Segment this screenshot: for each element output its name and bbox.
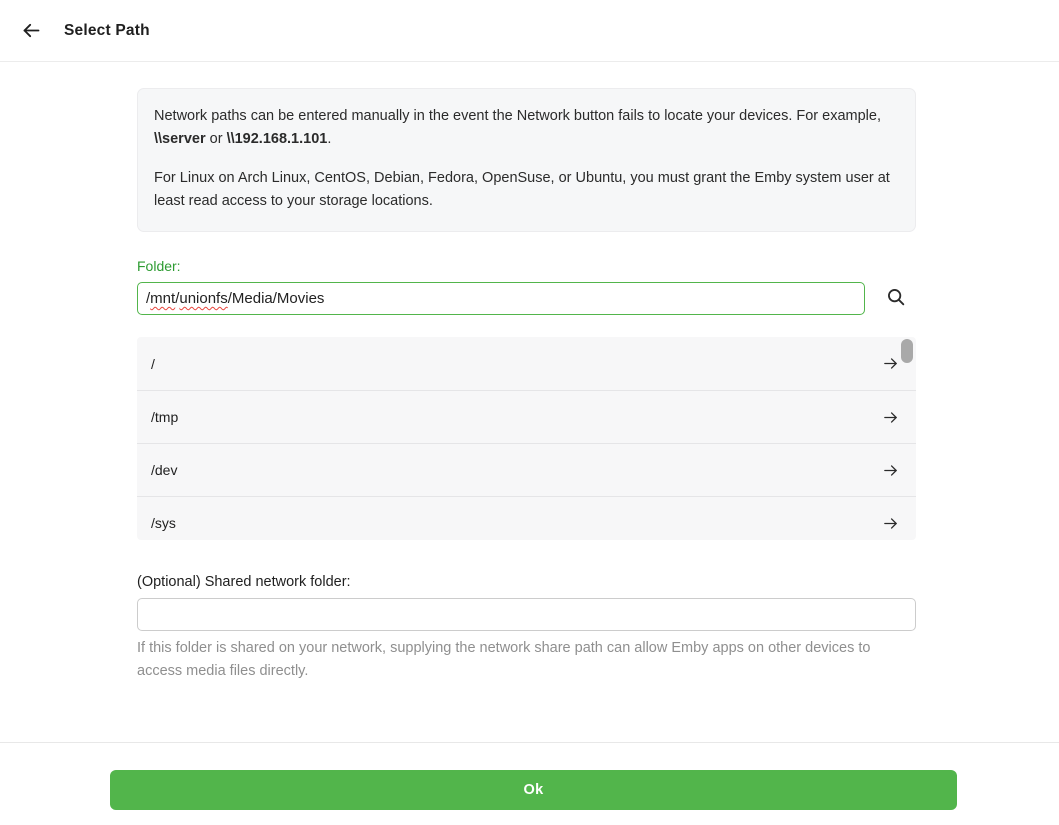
folder-label: Folder: bbox=[137, 258, 181, 274]
search-network-button[interactable] bbox=[880, 283, 912, 315]
shared-network-folder-label: (Optional) Shared network folder: bbox=[137, 574, 351, 590]
page-title: Select Path bbox=[64, 21, 150, 39]
path-label: /sys bbox=[151, 515, 176, 531]
shared-network-folder-help: If this folder is shared on your network, supplying the network share path can allow Emby apps on other devices to access media files directly. bbox=[137, 640, 871, 679]
header bbox=[0, 0, 1059, 62]
misspelled-word: mnt bbox=[150, 290, 176, 307]
path-label: /tmp bbox=[151, 409, 179, 425]
back-button[interactable] bbox=[12, 12, 50, 50]
path-label: / bbox=[151, 355, 155, 372]
arrow-right-icon bbox=[882, 462, 899, 479]
path-list-item-root[interactable] bbox=[137, 337, 916, 390]
arrow-left-icon bbox=[21, 20, 42, 41]
folder-input[interactable]: / mnt / unionfs /Media/Movies bbox=[137, 282, 865, 315]
path-list-item-sys[interactable] bbox=[137, 496, 916, 540]
path-list-item-dev[interactable] bbox=[137, 443, 916, 496]
misspelled-word: unionfs bbox=[179, 290, 228, 307]
footer bbox=[0, 742, 1059, 825]
magnifier-icon bbox=[885, 286, 907, 311]
notice-paragraph-2: For Linux on Arch Linux, CentOS, Debian, Fedora, OpenSuse, or Ubuntu, you must grant the Emby system user at least read access to your storage locations. bbox=[154, 170, 890, 209]
ok-button[interactable]: Ok bbox=[110, 770, 957, 810]
shared-network-folder-input[interactable] bbox=[137, 598, 916, 631]
path-label: /dev bbox=[151, 462, 178, 478]
path-list bbox=[137, 337, 916, 540]
folder-row bbox=[137, 282, 916, 315]
arrow-right-icon bbox=[882, 355, 899, 372]
arrow-right-icon bbox=[882, 515, 899, 532]
path-list-item-tmp[interactable] bbox=[137, 390, 916, 443]
arrow-right-icon bbox=[882, 409, 899, 426]
network-paths-notice bbox=[137, 88, 916, 232]
content bbox=[137, 62, 916, 683]
notice-paragraph-1: Network paths can be entered manually in the event the Network button fails to locate your devices. For example, \\server or \\192.168.1.101. bbox=[154, 108, 881, 147]
scrollbar-thumb[interactable] bbox=[901, 339, 913, 363]
